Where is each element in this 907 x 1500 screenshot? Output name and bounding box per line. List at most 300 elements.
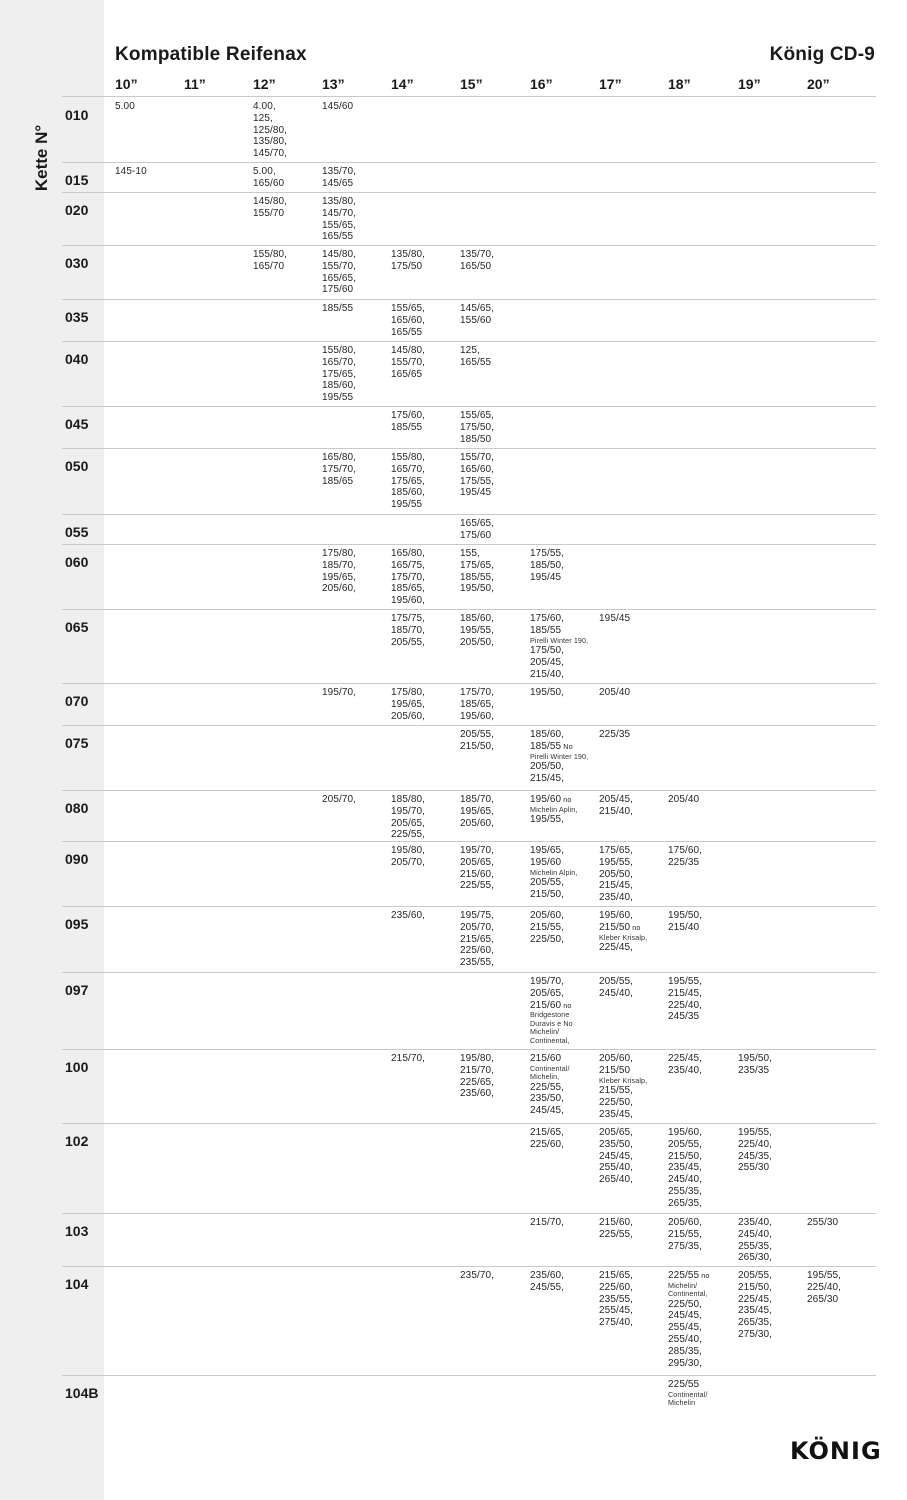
tire-size-value: 235/45, — [599, 1108, 634, 1120]
tire-size-cell — [460, 910, 528, 969]
tire-size-value: 175/60, — [668, 845, 703, 856]
tire-size-value: 265/30, — [738, 1252, 773, 1264]
tire-size-value: 255/35, — [668, 1185, 703, 1197]
tire-size-value: 165/80, — [391, 548, 426, 559]
tire-size — [668, 794, 736, 806]
tire-size-value: 245/45, — [530, 1105, 565, 1117]
tire-size-value: 225/45, — [738, 1293, 773, 1305]
tire-size — [599, 1085, 667, 1097]
tire-size — [322, 231, 390, 243]
tire-size-value: 195/50, — [460, 583, 495, 595]
tire-size-value: 155/80, — [391, 452, 426, 463]
tire-size-value: 215/50, — [530, 888, 565, 900]
tire-note: Continental/ — [530, 1063, 570, 1073]
tire-size — [460, 1270, 528, 1282]
tire-size-cell — [460, 1053, 528, 1100]
tire-size-value: 215/60, — [599, 1217, 634, 1228]
tire-size-value: 195/55, — [807, 1270, 842, 1281]
tire-size-value: 225/45, — [599, 942, 634, 953]
chain-number: 102 — [65, 1133, 89, 1149]
chain-number: 015 — [65, 172, 89, 188]
tire-size — [530, 729, 598, 741]
tire-size-value: 185/55 — [391, 421, 423, 433]
chain-number: 065 — [65, 619, 89, 635]
tire-size — [668, 988, 736, 1000]
tire-size — [668, 1358, 736, 1370]
tire-size — [530, 934, 598, 946]
tire-size-cell — [530, 794, 598, 826]
tire-size-value: 175/65, — [322, 368, 357, 380]
tire-size-cell — [599, 976, 667, 1000]
tire-size — [668, 1127, 736, 1139]
tire-size-value: 195/80, — [391, 845, 426, 856]
tire-size — [391, 303, 459, 315]
tire-size-value: 205/60, — [530, 910, 565, 921]
tire-size — [599, 1217, 667, 1229]
column-header: 15” — [460, 76, 483, 92]
tire-size-value: 195/55 — [322, 392, 354, 404]
tire-size-value: 145/80, — [253, 196, 288, 207]
tire-size-value: 215/50, — [738, 1281, 773, 1293]
tire-size-cell — [253, 101, 321, 160]
tire-size — [530, 1105, 598, 1117]
tire-size-cell — [391, 249, 459, 273]
tire-size-value: 265/35, — [738, 1317, 773, 1329]
tire-size-value: 195/70, — [322, 687, 357, 698]
tire-size — [391, 422, 459, 434]
tire-size — [391, 315, 459, 327]
tire-size-cell — [738, 1270, 806, 1341]
tire-size — [530, 1093, 598, 1105]
tire-size-value: 185/65, — [391, 583, 426, 595]
tire-size-value: 175/80, — [322, 548, 357, 559]
tire-size-value: 165/70, — [391, 463, 426, 475]
tire-size-cell — [668, 794, 736, 806]
tire-size — [599, 687, 667, 699]
tire-size — [322, 249, 390, 261]
tire-size — [322, 208, 390, 220]
tire-note-suffix: no — [561, 795, 572, 804]
tire-size-value: 175/60 — [322, 284, 354, 296]
tire-size-value: 165/65, — [322, 272, 357, 284]
tire-size — [391, 487, 459, 499]
tire-size-cell — [668, 845, 736, 869]
tire-size — [599, 922, 667, 934]
tire-size-value: 195/80, — [460, 1053, 495, 1064]
tire-size — [668, 845, 736, 857]
tire-size — [530, 560, 598, 572]
tire-size — [391, 583, 459, 595]
tire-size-value: 245/35, — [738, 1150, 773, 1162]
tire-size — [460, 422, 528, 434]
chain-number: 030 — [65, 255, 89, 271]
tire-size — [460, 583, 528, 595]
tire-size-value: 155/70, — [460, 452, 495, 463]
tire-size-cell — [599, 845, 667, 904]
chain-number: 010 — [65, 107, 89, 123]
tire-size — [460, 452, 528, 464]
tire-size — [322, 178, 390, 190]
tire-size-value: 195/55, — [460, 624, 495, 636]
tire-size — [599, 1294, 667, 1306]
tire-size — [599, 845, 667, 857]
tire-size-cell — [599, 687, 667, 699]
tire-size-value: 145/65 — [322, 177, 354, 189]
tire-size-cell — [738, 1127, 806, 1174]
tire-size-value: 265/35, — [668, 1197, 703, 1209]
tire-size-value: 185/70, — [322, 559, 357, 571]
tire-size — [460, 530, 528, 542]
tire-size-cell — [391, 845, 459, 869]
tire-note: Pirelli Winter 190, — [530, 635, 589, 645]
tire-size — [599, 729, 667, 741]
tire-size-value: 245/40, — [668, 1174, 703, 1186]
tire-note: Kleber Krisalp, — [599, 932, 648, 942]
tire-size-value: 215/50 — [599, 1064, 631, 1076]
tire-size-value: 215/70, — [530, 1217, 565, 1228]
tire-size-value: 225/40, — [668, 999, 703, 1011]
tire-size — [391, 327, 459, 339]
tire-size-value: 205/40 — [668, 794, 700, 805]
tire-size-value: 205/55, — [668, 1138, 703, 1150]
tire-size — [738, 1139, 806, 1151]
tire-size-value: 125, — [460, 345, 480, 356]
chain-number: 080 — [65, 800, 89, 816]
tire-size-value: 135/80, — [391, 249, 426, 260]
chain-number: 103 — [65, 1223, 89, 1239]
tire-size-value: 205/55, — [530, 877, 565, 888]
tire-size-value: 235/45, — [738, 1305, 773, 1317]
tire-size-cell — [322, 345, 390, 404]
table-row — [62, 1213, 876, 1267]
tire-size-value: 145/65, — [460, 303, 495, 314]
tire-size-cell — [530, 1217, 598, 1229]
tire-size — [738, 1317, 806, 1329]
tire-size-value: 195/55, — [668, 976, 703, 987]
tire-size — [253, 178, 321, 190]
tire-size — [253, 148, 321, 160]
tire-size-value: 165/60 — [253, 177, 285, 189]
tire-size-value: 205/50, — [530, 761, 565, 772]
tire-size-value: 235/40, — [668, 1064, 703, 1076]
tire-size — [322, 560, 390, 572]
tire-size-value: 205/60, — [599, 1053, 634, 1064]
tire-note-suffix: no — [699, 1271, 710, 1280]
tire-size — [668, 1241, 736, 1253]
table-row — [62, 972, 876, 1050]
tire-size — [253, 113, 321, 125]
tire-size-value: 145/80, — [322, 249, 357, 260]
tire-size — [668, 1229, 736, 1241]
chain-number: 035 — [65, 309, 89, 325]
tire-size-value: 165/55 — [322, 231, 354, 243]
tire-size-value: 125, — [253, 112, 273, 124]
tire-size-value: 215/70, — [391, 1053, 426, 1064]
tire-size-value: 175/70, — [460, 687, 495, 698]
tire-size-cell — [460, 548, 528, 595]
tire-size-value: 185/80, — [391, 794, 426, 805]
tire-size-value: 175/50, — [530, 645, 565, 656]
tire-size-value: 225/50, — [599, 1096, 634, 1108]
tire-size — [530, 1082, 598, 1094]
tire-size-cell — [253, 196, 321, 220]
tire-size-value: 145/80, — [391, 345, 426, 356]
tire-size-value: 245/55, — [530, 1281, 565, 1293]
table-row — [62, 1375, 876, 1415]
table-row — [62, 1123, 876, 1214]
tire-size — [738, 1241, 806, 1253]
tire-size-value: 275/30, — [738, 1328, 773, 1340]
table-row — [62, 1266, 876, 1376]
tire-size-value: 235/55, — [460, 957, 495, 969]
tire-size-value: 285/35, — [668, 1345, 703, 1357]
tire-size-value: 255/45, — [599, 1305, 634, 1317]
konig-logo: KÖNIG — [790, 1437, 882, 1465]
tire-size — [322, 284, 390, 296]
tire-size — [599, 794, 667, 806]
document-title: Kompatible Reifenax — [115, 44, 307, 65]
tire-size — [391, 369, 459, 381]
tire-size — [460, 806, 528, 818]
tire-size-value: 165/80, — [322, 452, 357, 463]
tire-size-value: 245/45, — [668, 1310, 703, 1322]
tire-size — [460, 857, 528, 869]
tire-size — [738, 1329, 806, 1341]
tire-size-value: 155/70 — [253, 207, 285, 219]
chain-number: 045 — [65, 416, 89, 432]
tire-size — [253, 101, 321, 113]
tire-size-cell — [460, 729, 528, 753]
tire-size-value: 225/35 — [599, 729, 631, 740]
chain-number: 050 — [65, 458, 89, 474]
tire-size — [391, 249, 459, 261]
tire-size-cell — [460, 452, 528, 499]
tire-size — [599, 1127, 667, 1139]
tire-size-value: 185/60, — [530, 729, 565, 740]
tire-size — [391, 595, 459, 607]
tire-size — [391, 687, 459, 699]
tire-size — [807, 1270, 875, 1282]
tire-size-cell — [599, 729, 667, 741]
tire-size-value: 175/65, — [599, 845, 634, 856]
tire-size — [599, 880, 667, 892]
tire-size-value: 235/50, — [599, 1138, 634, 1150]
tire-size-value: 165/75, — [391, 559, 426, 571]
tire-size-cell — [668, 976, 736, 1023]
tire-size — [391, 261, 459, 273]
tire-size — [530, 761, 598, 773]
tire-size — [391, 572, 459, 584]
chain-number: 075 — [65, 735, 89, 751]
tire-size — [460, 345, 528, 357]
tire-size-value: 255/30 — [807, 1217, 839, 1228]
tire-size-value: 235/60, — [530, 1270, 565, 1281]
tire-size — [599, 1282, 667, 1294]
tire-size-value: 135/70, — [460, 249, 495, 260]
tire-size-value: 195/60 — [530, 794, 562, 805]
tire-size-value: 165/50 — [460, 260, 492, 272]
tire-size-cell — [807, 1270, 875, 1305]
tire-size — [738, 1252, 806, 1264]
tire-size — [599, 1162, 667, 1174]
tire-size-value: 175/65, — [391, 475, 426, 487]
tire-size — [599, 869, 667, 881]
tire-size-value: 215/70, — [460, 1064, 495, 1076]
tire-size-value: 225/40, — [738, 1138, 773, 1150]
tire-size-value: 185/55 — [530, 740, 562, 752]
tire-size-cell — [530, 1270, 598, 1294]
table-row — [62, 162, 876, 193]
tire-size-cell — [460, 249, 528, 273]
tire-size — [391, 357, 459, 369]
tire-size — [460, 687, 528, 699]
tire-size — [460, 711, 528, 723]
tire-size — [391, 818, 459, 830]
tire-note: Michelin Aplin, — [530, 804, 578, 814]
tire-size-value: 235/35 — [738, 1064, 770, 1076]
tire-size-value: 225/55, — [530, 1081, 565, 1093]
table-row — [62, 192, 876, 246]
tire-size — [599, 1151, 667, 1163]
tire-size — [668, 857, 736, 869]
tire-size — [668, 976, 736, 988]
tire-size-value: 165/65 — [391, 368, 423, 380]
tire-size — [460, 464, 528, 476]
tire-size-value: 245/45, — [599, 1150, 634, 1162]
tire-size-value: 205/45, — [599, 794, 634, 805]
tire-size-value: 195/55, — [599, 856, 634, 868]
tire-size-value: 225/35 — [668, 856, 700, 868]
tire-size-value: 155/65, — [391, 303, 426, 314]
tire-size-value: 195/65, — [391, 698, 426, 710]
tire-size — [460, 1077, 528, 1089]
chain-number: 055 — [65, 524, 89, 540]
tire-size-value: 215/50 — [599, 921, 631, 933]
tire-size — [599, 1109, 667, 1121]
tire-size — [738, 1305, 806, 1317]
tire-size — [530, 922, 598, 934]
tire-size-value: 145/70, — [253, 148, 288, 160]
tire-size — [322, 220, 390, 232]
tire-note-suffix: no — [630, 922, 641, 932]
tire-size-value: 175/60 — [460, 529, 492, 541]
tire-size-value: 195/55, — [738, 1127, 773, 1138]
tire-size — [460, 1088, 528, 1100]
tire-size-cell — [530, 976, 598, 1045]
tire-size — [668, 1299, 736, 1311]
tire-note: Pirelli Winter 190, — [530, 751, 589, 761]
tire-size-value: 155, — [460, 548, 480, 559]
tire-size-cell — [391, 410, 459, 434]
tire-size-value: 165/55 — [391, 326, 423, 338]
tire-size — [599, 1097, 667, 1109]
table-row — [62, 725, 876, 791]
tire-size — [530, 613, 598, 625]
rim-size-header-row — [62, 74, 876, 97]
tire-note: Kleber Krisalp, — [599, 1075, 648, 1085]
tire-size — [530, 669, 598, 681]
tire-size — [460, 637, 528, 649]
tire-size-value: 235/40, — [738, 1217, 773, 1228]
tire-size-cell — [460, 303, 528, 327]
tire-size — [322, 101, 390, 113]
tire-size-cell — [599, 910, 667, 954]
column-header: 19” — [738, 76, 761, 92]
tire-size-value: 185/60, — [391, 487, 426, 499]
chain-number: 020 — [65, 202, 89, 218]
tire-size-cell — [599, 1127, 667, 1186]
tire-size-value: 155/60 — [460, 314, 492, 326]
tire-size-cell — [322, 452, 390, 487]
chain-number: 095 — [65, 916, 89, 932]
tire-size-value: 205/60, — [668, 1217, 703, 1228]
tire-size — [530, 741, 598, 753]
tire-size-value: 235/45, — [668, 1162, 703, 1174]
tire-note: Bridgestone — [530, 1010, 570, 1020]
chain-number: 040 — [65, 351, 89, 367]
tire-size-value: 175/70, — [391, 571, 426, 583]
tire-size — [391, 910, 459, 922]
table-row — [62, 683, 876, 726]
tire-size — [460, 818, 528, 830]
table-row — [62, 514, 876, 545]
tire-size — [460, 934, 528, 946]
tire-size — [460, 315, 528, 327]
tire-size-cell — [391, 613, 459, 648]
tire-size — [322, 273, 390, 285]
tire-size-value: 215/40, — [530, 668, 565, 680]
tire-size — [599, 892, 667, 904]
tire-size-value: 195/75, — [460, 910, 495, 921]
tire-size-value: 175/80, — [391, 687, 426, 698]
tire-size-value: 195/50, — [530, 687, 565, 698]
tire-size — [322, 572, 390, 584]
tire-size-value: 235/60, — [460, 1088, 495, 1100]
tire-size-value: 185/60, — [460, 613, 495, 624]
tire-size — [668, 1139, 736, 1151]
tire-note: Continental, — [668, 1289, 708, 1299]
tire-size-cell — [322, 548, 390, 595]
tire-size-value: 135/80, — [253, 136, 288, 148]
tire-size-value: 225/55, — [391, 829, 426, 841]
tire-size-value: 4.00, — [253, 101, 276, 112]
table-row — [62, 341, 876, 407]
tire-size-value: 145-10 — [115, 166, 147, 177]
tire-size — [668, 1310, 736, 1322]
tire-size-cell — [668, 1270, 736, 1369]
tire-size-value: 225/60, — [599, 1281, 634, 1293]
tire-size-cell — [530, 1053, 598, 1117]
tire-size-value: 215/65, — [460, 933, 495, 945]
tire-size — [599, 1317, 667, 1329]
tire-size-value: 245/40, — [738, 1228, 773, 1240]
column-header: 16” — [530, 76, 553, 92]
tire-size-cell — [391, 687, 459, 722]
tire-size-value: 165/60, — [460, 463, 495, 475]
tire-size — [599, 1305, 667, 1317]
tire-size — [391, 476, 459, 488]
tire-note: Michelin — [668, 1398, 696, 1408]
tire-size — [530, 814, 598, 826]
chain-number-axis-label: Kette N° — [32, 124, 51, 192]
tire-size — [807, 1217, 875, 1229]
tire-size-value: 185/70, — [391, 624, 426, 636]
tire-size — [460, 476, 528, 488]
tire-size-value: 175/60, — [391, 410, 426, 421]
tire-size — [391, 613, 459, 625]
tire-size — [391, 499, 459, 511]
tire-size — [322, 369, 390, 381]
